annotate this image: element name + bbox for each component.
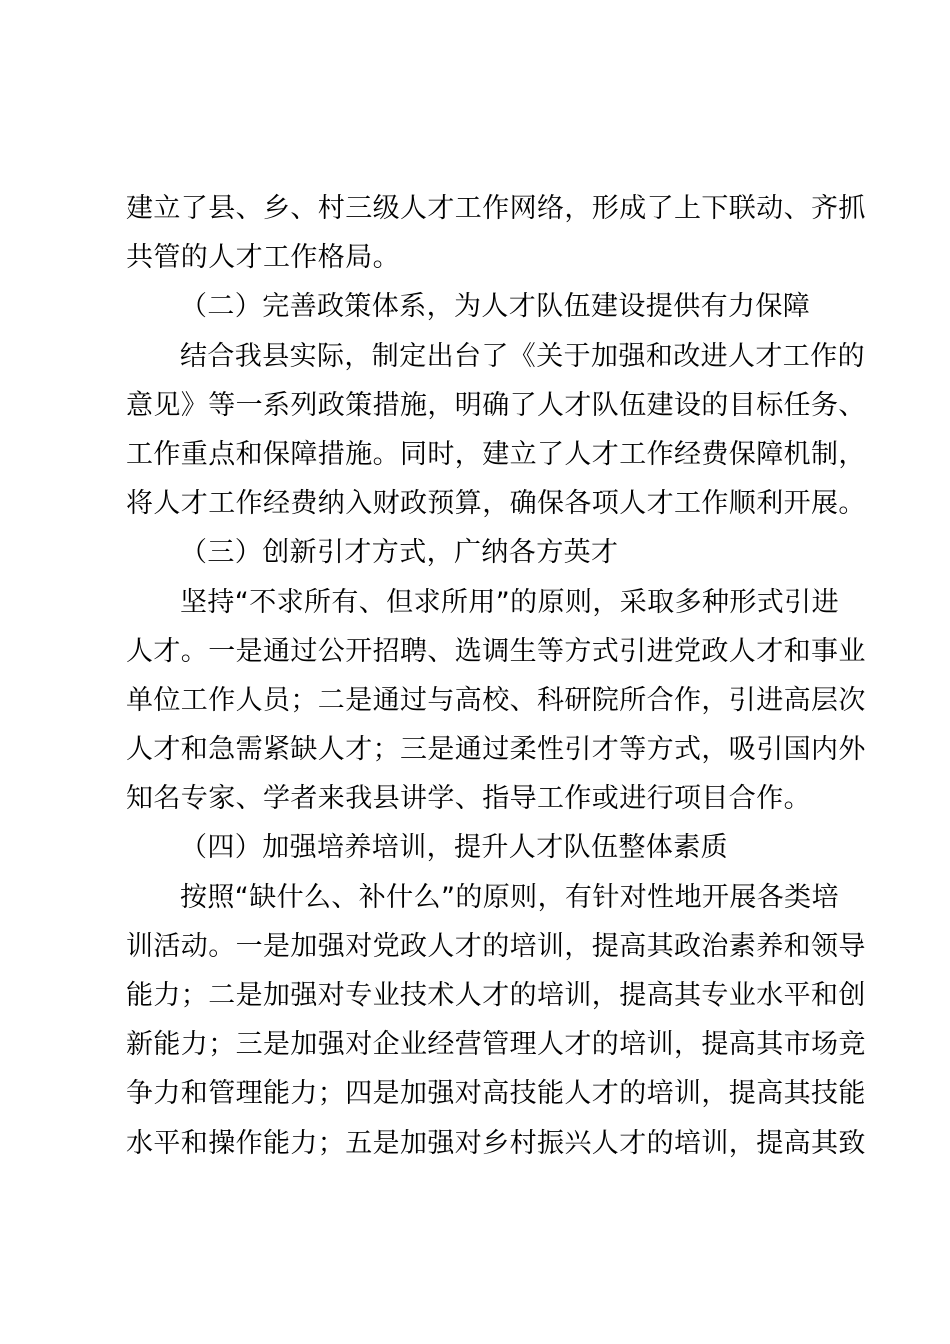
paragraph-line: 单位工作人员；二是通过与高校、科研院所合作，引进高层次 [126,684,866,716]
paragraph-line: 建立了县、乡、村三级人才工作网络，形成了上下联动、齐抓 [126,193,866,224]
section-heading: （三）创新引才方式，广纳各方英才 [180,537,619,569]
paragraph-line: 能力；二是加强对专业技术人才的培训，提高其专业水平和创 [126,980,866,1011]
paragraph-line: 工作重点和保障措施。同时，建立了人才工作经费保障机制， [126,438,866,470]
paragraph-line: 共管的人才工作格局。 [126,242,400,274]
paragraph-line: 人才和急需紧缺人才；三是通过柔性引才等方式，吸引国内外 [126,734,866,766]
paragraph-line: 新能力；三是加强对企业经营管理人才的培训，提高其市场竞 [126,1029,866,1061]
paragraph-line: 争力和管理能力；四是加强对高技能人才的培训，提高其技能 [126,1078,866,1110]
paragraph-line: 意见》等一系列政策措施，明确了人才队伍建设的目标任务、 [126,389,866,421]
paragraph-line: 人才。一是通过公开招聘、选调生等方式引进党政人才和事业 [126,635,866,667]
paragraph-line: 按照“缺什么、补什么”的原则，有针对性地开展各类培 [180,881,839,913]
paragraph-line: 知名专家、学者来我县讲学、指导工作或进行项目合作。 [126,783,811,815]
paragraph-line: 将人才工作经费纳入财政预算，确保各项人才工作顺利开展。 [126,488,866,520]
paragraph-line: 水平和操作能力；五是加强对乡村振兴人才的培训，提高其致 [126,1127,866,1159]
document-body [126,184,866,1168]
section-heading: （四）加强培养培训，提升人才队伍整体素质 [180,832,728,864]
paragraph-line: 结合我县实际，制定出台了《关于加强和改进人才工作的 [180,340,865,372]
paragraph-line: 坚持“不求所有、但求所用”的原则，采取多种形式引进 [180,586,839,618]
paragraph-line: 训活动。一是加强对党政人才的培训，提高其政治素养和领导 [126,930,866,962]
section-heading: （二）完善政策体系，为人才队伍建设提供有力保障 [180,291,811,323]
